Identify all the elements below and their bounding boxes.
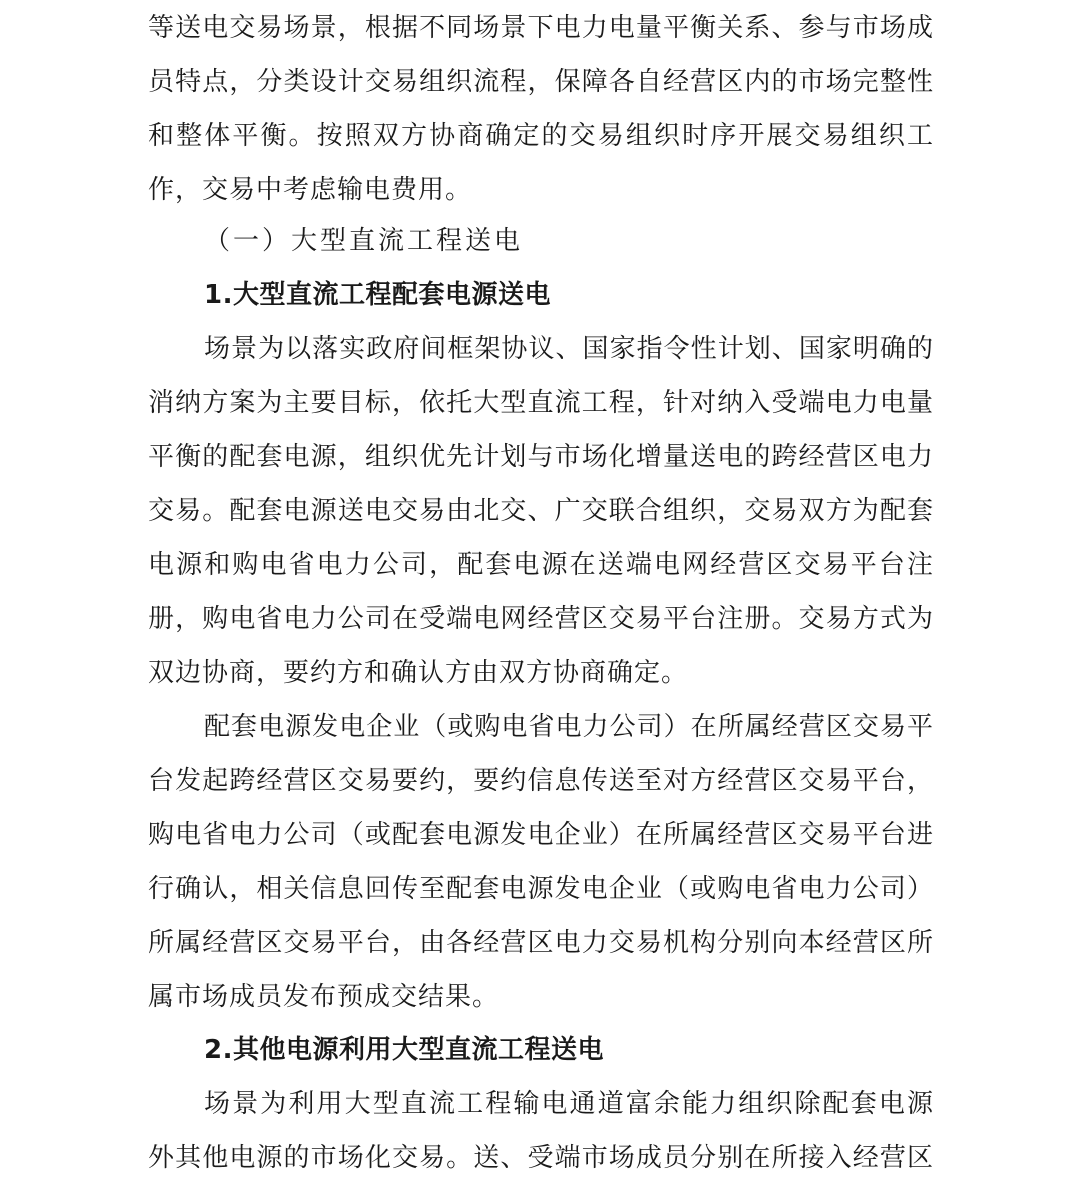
paragraph-line: 场景为以落实政府间框架协议、国家指令性计划、国家明确的 bbox=[204, 334, 934, 364]
paragraph-line: 属市场成员发布预成交结果。 bbox=[148, 982, 500, 1012]
paragraph-line: 配套电源发电企业（或购电省电力公司）在所属经营区交易平 bbox=[204, 712, 934, 742]
paragraph-line: 台发起跨经营区交易要约，要约信息传送至对方经营区交易平台， bbox=[148, 766, 934, 796]
paragraph-line: 消纳方案为主要目标，依托大型直流工程，针对纳入受端电力电量 bbox=[148, 388, 934, 418]
section-heading: （一）大型直流工程送电 bbox=[204, 226, 524, 256]
paragraph-line: 双边协商，要约方和确认方由双方协商确定。 bbox=[148, 658, 689, 688]
subsection-heading-1: 1.大型直流工程配套电源送电 bbox=[204, 280, 551, 310]
paragraph-line: 和整体平衡。按照双方协商确定的交易组织时序开展交易组织工 bbox=[148, 121, 934, 151]
paragraph-line: 电源和购电省电力公司，配套电源在送端电网经营区交易平台注 bbox=[148, 550, 934, 580]
paragraph-line: 交易。配套电源送电交易由北交、广交联合组织，交易双方为配套 bbox=[148, 496, 934, 526]
paragraph-line: 作，交易中考虑输电费用。 bbox=[148, 175, 473, 205]
paragraph-line: 册，购电省电力公司在受端电网经营区交易平台注册。交易方式为 bbox=[148, 604, 934, 634]
paragraph-line: 员特点，分类设计交易组织流程，保障各自经营区内的市场完整性 bbox=[148, 67, 934, 97]
paragraph-line: 外其他电源的市场化交易。送、受端市场成员分别在所接入经营区 bbox=[148, 1143, 934, 1173]
paragraph-line: 场景为利用大型直流工程输电通道富余能力组织除配套电源 bbox=[204, 1089, 934, 1119]
paragraph-line: 所属经营区交易平台，由各经营区电力交易机构分别向本经营区所 bbox=[148, 928, 934, 958]
paragraph-line: 行确认，相关信息回传至配套电源发电企业（或购电省电力公司） bbox=[148, 874, 934, 904]
paragraph-line: 购电省电力公司（或配套电源发电企业）在所属经营区交易平台进 bbox=[148, 820, 934, 850]
paragraph-line: 平衡的配套电源，组织优先计划与市场化增量送电的跨经营区电力 bbox=[148, 442, 934, 472]
paragraph-line: 等送电交易场景，根据不同场景下电力电量平衡关系、参与市场成 bbox=[148, 13, 934, 43]
subsection-heading-2: 2.其他电源利用大型直流工程送电 bbox=[204, 1035, 604, 1065]
